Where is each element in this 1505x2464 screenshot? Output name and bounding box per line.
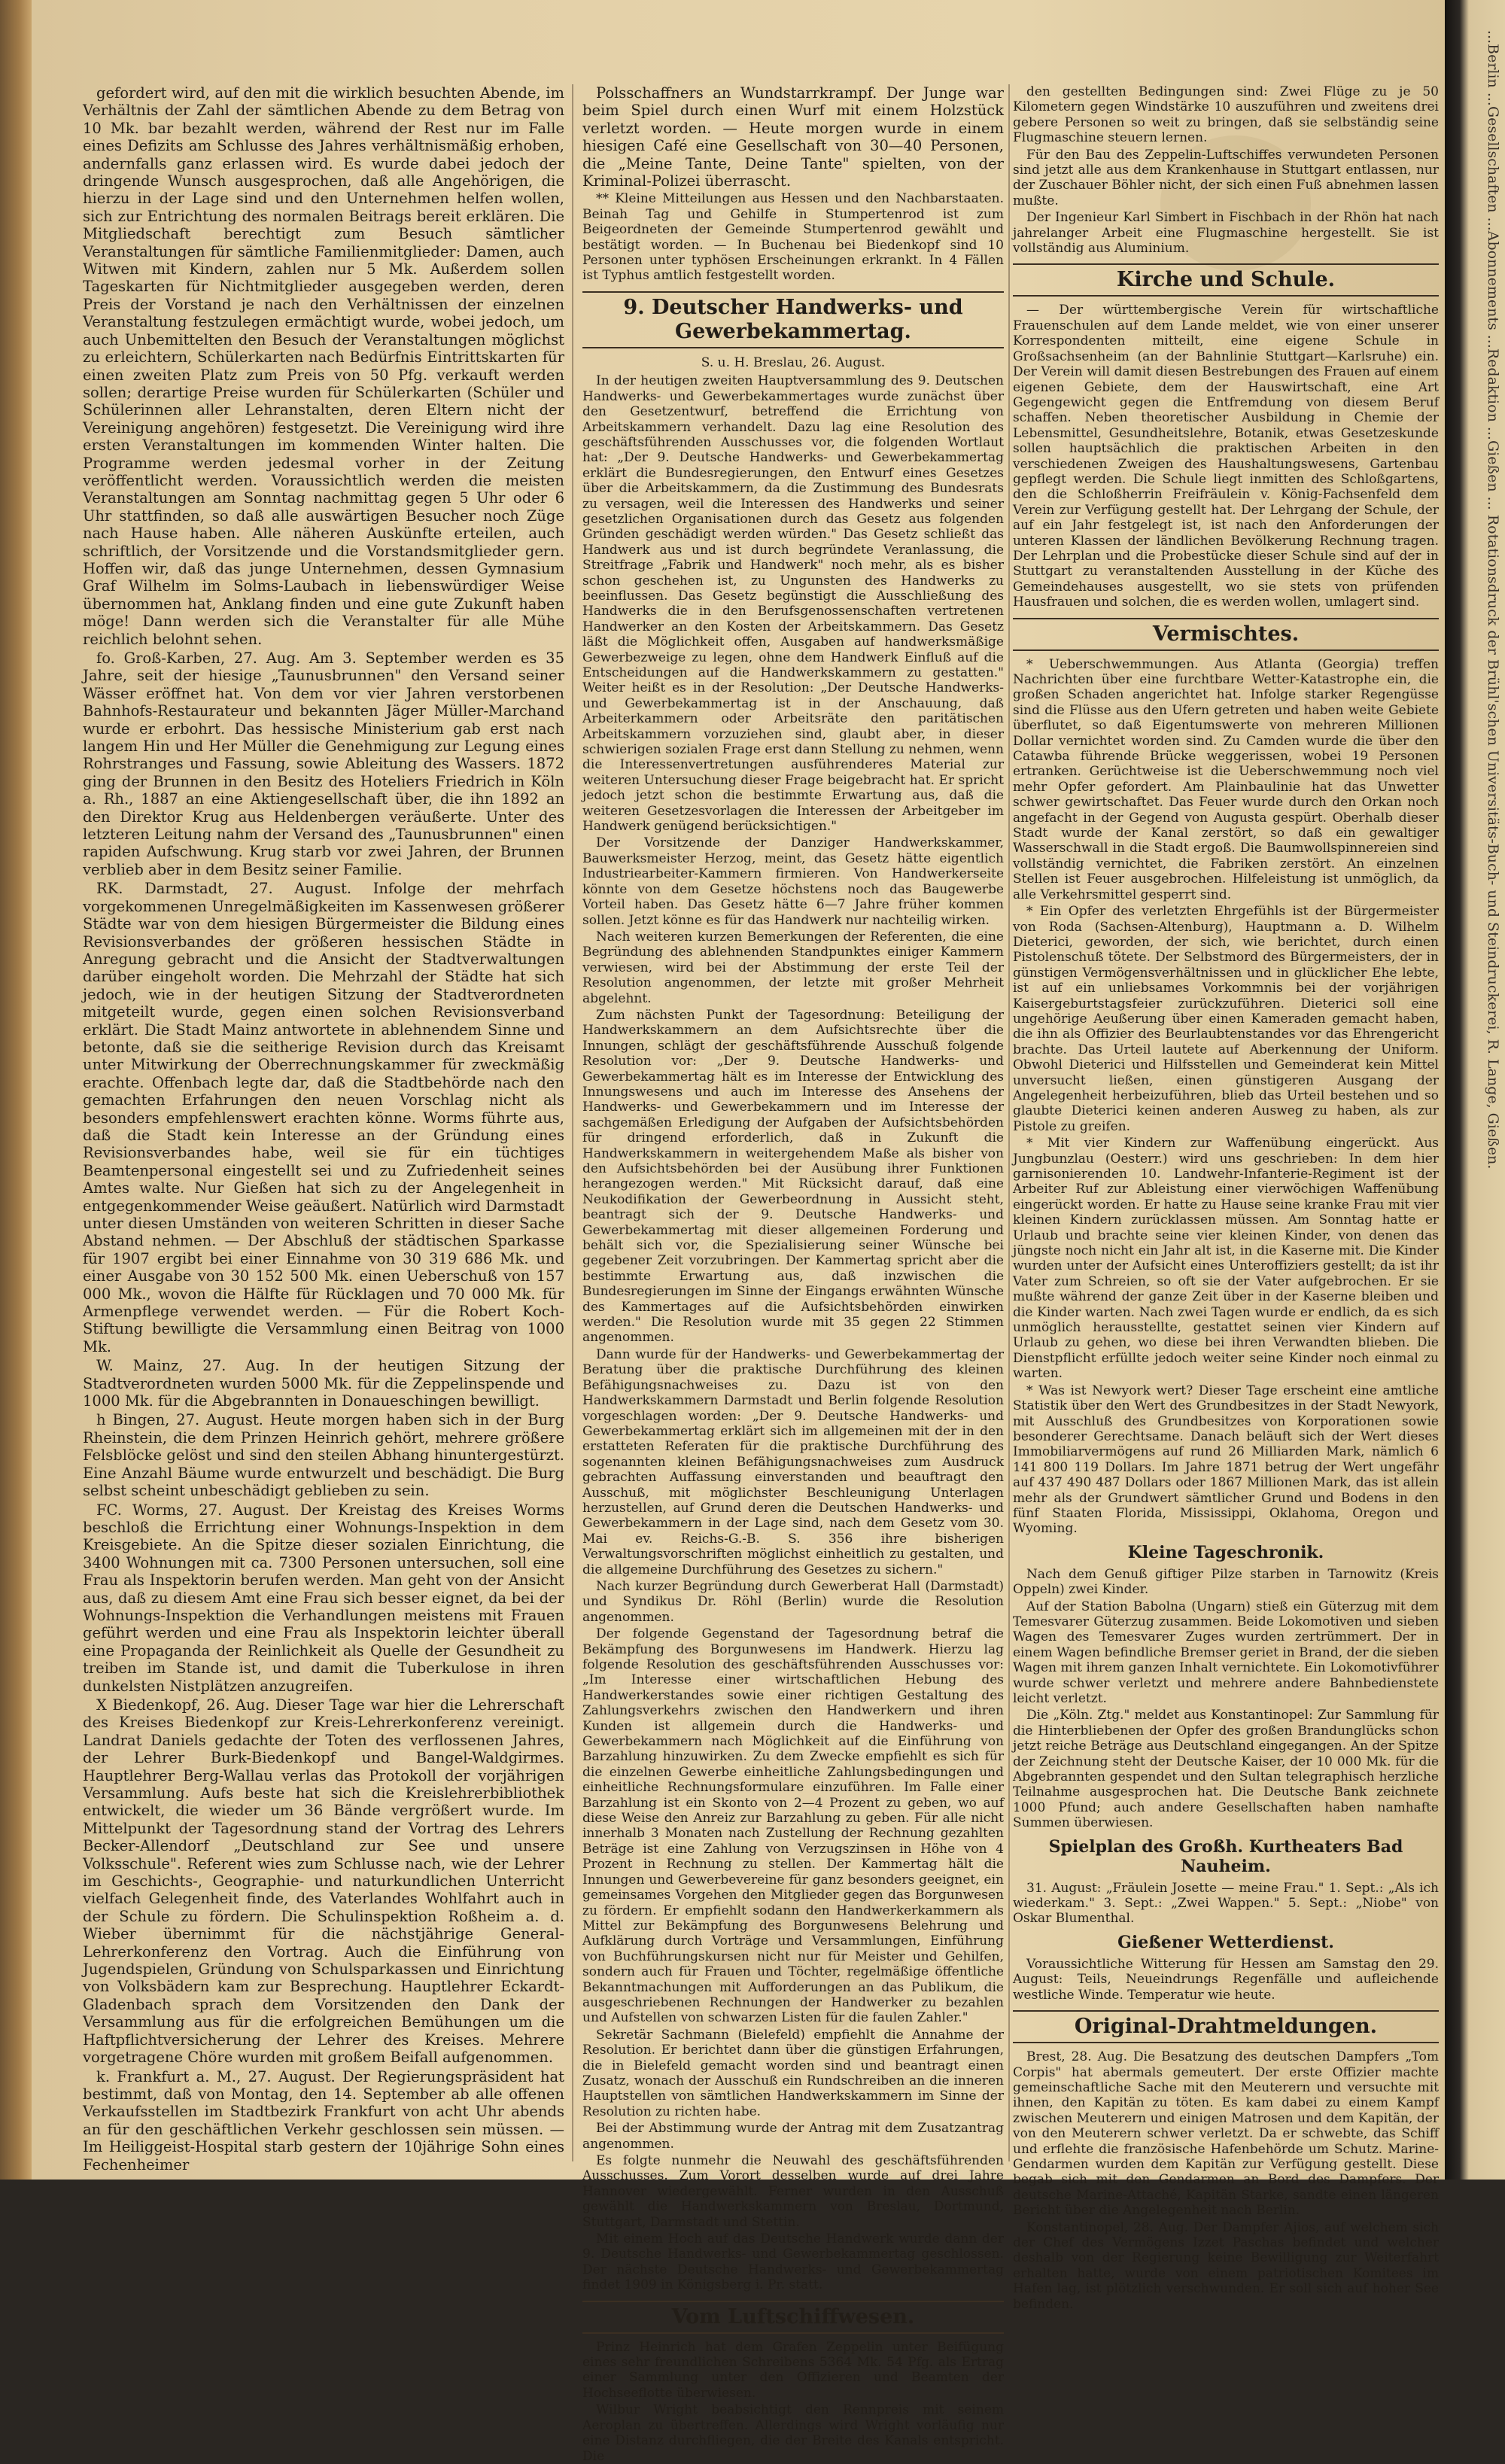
article-paragraph: Nach kurzer Begründung durch Gewerberat Hall (Darmstadt) und Syndikus Dr. Röhl (Berlin) wurde die Resolution angenommen. bbox=[582, 1578, 1004, 1625]
article-paragraph: Nach weiteren kurzen Bemerkungen der Referenten, die eine Begründung des ablehnenden Standpunktes einiger Kammern verwiesen, wird bei der Abstimmung der erste Teil der Resolution angenommen, der letzte mit großer Mehrheit abgelehnt. bbox=[582, 929, 1004, 1006]
article-paragraph: Der folgende Gegenstand der Tagesordnung betraf die Bekämpfung des Borgunwesens im Handwerk. Hierzu lag folgende Resolution des geschäftsführenden Ausschusses vor: „Im Interesse einer wirtschaftlichen Hebung des Handwerkerstandes sowie einer richtigen Gestaltung des Zahlungsverkehrs zwischen den Handwerkern und ihren Kunden ist allgemein durch die Handwerks- und Gewerbekammern nach Möglichkeit auf die Einführung von Barzahlung hinzuwirken. Zu dem Zwecke empfiehlt es sich für die einzelnen Gewerbe einheitliche Zahlungsbedingungen und einheitliche Rechnungsformulare einzuführen. Im Falle einer Barzahlung ist ein Skonto von 2—4 Prozent zu geben, wo auf diese Weise den Anreiz zur Barzahlung zu geben. Für alle nicht innerhalb 3 Monaten nach Zustellung der Rechnung gezahlten Beträge ist eine Zahlung von Verzugszinsen in Höhe von 4 Prozent in Rechnung zu stellen. Der Kammertag hält die Innungen und Gewerbevereine für ganz besonders geeignet, ein gemeinsames Vorgehen den Mitglieder gegen das Borgunwesen zu fördern. Er empfiehlt sodann den Handwerkerkammern als Mittel zur Bekämpfung des Borgunwesens Belehrung und Aufklärung durch Vorträge und Versammlungen, Einführung von Buchführungskursen nicht nur für Meister und Gehilfen, sondern auch für Frauen und Töchter, regelmäßige öffentliche Bekanntmachungen mit Aufforderungen an das Publikum, die ausgeschriebenen Rechnungen der Handwerker zu bezahlen und Aufstellen von schwarzen Listen für die faulen Zahler." bbox=[582, 1626, 1004, 2026]
section-heading-luftschiff: Vom Luftschiffwesen. bbox=[582, 2301, 1004, 2334]
article-paragraph: h Bingen, 27. August. Heute morgen haben sich in der Burg Rheinstein, die dem Prinzen Heinrich gehört, mehrere größere Felsblöcke gelöst und sind den steilen Abhang hinuntergestürzt. Eine Anzahl Bäume wurde entwurzelt und beschädigt. Die Burg selbst scheint unbeschädigt geblieben zu sein. bbox=[83, 1411, 564, 1500]
article-paragraph: * Mit vier Kindern zur Waffenübung eingerückt. Aus Jungbunzlau (Oesterr.) wird uns geschrieben: In dem hier garnisonierenden 10. Landwehr-Infanterie-Regiment ist der Arbeiter Ruf zur Ableistung einer vierwöchigen Waffenübung eingerückt worden. Er hatte zu Hause seine kranke Frau mit vier kleinen Kindern zurücklassen müssen. Am Sonntag hatte er Urlaub und brachte seine vier kleinen Kinder, von denen das jüngste noch nicht ein Jahr alt ist, in die Kaserne mit. Die Kinder wurden unter der Aufsicht eines Unteroffiziers gestellt; da ist ihr Vater zum Schreien, so oft sie der Vater aufgebrochen. Er sie mußte während der ganze Zeit über in der Kaserne bleiben und die Kinder warten. Nach zwei Tagen wurde er endlich, da es sich unmöglich herausstellte, gestattet seinen vier Kindern auf Urlaub zu gehen, wo diese bei ihren Verwandten blieben. Die Dienstpflicht erfüllte jedoch weiter seine Kinder noch einmal zu warten. bbox=[1013, 1136, 1439, 1382]
article-paragraph: Prinz Heinrich hat dem Grafen Zeppelin unter Beifügung eines sehr freundlichen Schreibens 5364 Mk. 54 Pfg. als Ertrag einer Sammlung unter den Offizieren und Beamten der Hochseeflotte überwiesen. bbox=[582, 2339, 1004, 2401]
article-paragraph: Nach dem Genuß giftiger Pilze starben in Tarnowitz (Kreis Oppeln) zwei Kinder. bbox=[1013, 1566, 1439, 1598]
dateline: S. u. H. Breslau, 26. August. bbox=[701, 354, 886, 370]
article-paragraph: — Der württembergische Verein für wirtschaftliche Frauenschulen auf dem Lande meldet, wie von einer unserer Korrespondenten mitteilt, eine eigene Schule in Großsachsenheim (an der Bahnlinie Stuttgart—Karlsruhe) ein. Der Verein will damit diesen Bestrebungen des Frauen auf einem eigenen Gebiete, dem der Hauswirtschaft, eine Art Gegengewicht gegen die Entfremdung von diesem Beruf schaffen. Neben theoretischer Ausbildung in Chemie der Lebensmittel, Gesundheitslehre, Botanik, etwas Gesetzeskunde sollen hauptsächlich die praktischen Arbeiten in den verschiedenen Zweigen des Haushaltungswesens, Gartenbau gepflegt werden. Die Schule liegt inmitten des Schloßgartens, den die Schloßherrin Freifräulein v. König-Fachsenfeld dem Verein zur Verfügung gestellt hat. Der Lehrgang der Schule, der auf ein Jahr festgelegt ist, ist nach den Anforderungen der unteren Klassen der ländlichen Bevölkerung Rechnung tragen. Der Lehrplan und die Probestücke dieser Schule sind auf der in Stuttgart zu veranstaltenden Ausstellung in der Küche des Gemeindehauses ausgestellt, wo sie stets von prüfenden Hausfrauen und solchen, die es werden wollen, umlagert sind. bbox=[1013, 303, 1439, 610]
article-paragraph: Der Vorsitzende der Danziger Handwerkskammer, Bauwerksmeister Herzog, meint, das Gesetz hätte eigentlich Industriearbeiter-Kammern firmieren. Von Handwerkerseite könnte von dem Gesetze höchstens noch das Baugewerbe Vorteil haben. Das Gesetz hätte 6—7 Jahre früher kommen sollen. Jetzt könne es für das Handwerk nur nachteilig wirken. bbox=[582, 835, 1004, 928]
article-paragraph: den gestellten Bedingungen sind: Zwei Flüge zu je 50 Kilometern gegen Windstärke 10 auszuführen und zweitens drei gebere Personen so weit zu bringen, daß sie selbständig seine Flugmaschine steuern lernen. bbox=[1013, 84, 1439, 146]
column-2 bbox=[582, 84, 1004, 2464]
column-1 bbox=[83, 84, 564, 2173]
section-heading-wetter: Gießener Wetterdienst. bbox=[1117, 1932, 1334, 1952]
column-rule bbox=[572, 84, 573, 2161]
article-paragraph: * Ueberschwemmungen. Aus Atlanta (Georgia) treffen Nachrichten über eine furchtbare Wetter-Katastrophe ein, die großen Schaden angerichtet hat. Infolge starker Regengüsse sind die Flüsse aus den Ufern getreten und haben weite Gebiete überflutet, so daß Eigentumswerte von mehreren Millionen Dollar vernichtet worden sind. Zu Camden wurde die über den Catawba führende Brücke weggerissen, wobei 19 Personen ertranken. Gerüchtweise ist die Ueberschwemmung noch viel mehr Opfer gefordert. Am Plainbaulinie hat das Unwetter schwer gewirtschaftet. Das Feuer wurde durch den Orkan noch angefacht in der Gegend von Augusta gespürt. Oberhalb dieser Stadt wurde der Kanal zerstört, so daß ein gewaltiger Wasserschwall in die Stadt ergoß. Die Baumwollspinnereien sind vollständig vernichtet, die Fabriken zerstört. An einzelnen Stellen ist Feuer ausgebrochen. Hilfeleistung ist unmöglich, da alle Verkehrsmittel gesperrt sind. bbox=[1013, 656, 1439, 902]
article-paragraph: Brest, 28. Aug. Die Besatzung des deutschen Dampfers „Tom Corpis" hat abermals gemeutert. Der erste Offizier machte gemeinschaftliche Sache mit den Meuterern und versuchte mit ihnen, den Kapitän zu töten. Es kam dabei zu einem Kampf zwischen Meuterern und einigen Matrosen und dem Kapitän, der von den Meuterern schwer verletzt. Da er schwebte, das Schiff und erflehte die französische Hafenbehörde um Schutz. Marine-Gendarmen wurden dem Kapitän zur Verfügung gestellt. Diese begab sich mit den Gendarmen an Bord des Dampfers. Der deutsche Marine-Attaché, Kapitän Starke, sandte einen längeren Bericht über die Angelegenheit nach Berlin. bbox=[1013, 2049, 1439, 2219]
article-paragraph: Bei der Abstimmung wurde der Antrag mit dem Zusatzantrag angenommen. bbox=[582, 2121, 1004, 2152]
binding-edge-text: ...Berlin ...Gesellschaften ...Abonnements ...Redaktion ...Gießen ... Rotationsdruck der Brühl'schen Universitäts-Buch- und Steindruckerei, R. Lange, Gießen. bbox=[1485, 30, 1501, 1170]
article-paragraph: Dann wurde für der Handwerks- und Gewerbekammertag der Beratung über die praktische Durchführung des kleinen Befähigungsnachweises zu. Dazu ist von den Handwerkskammern Darmstadt und Berlin folgende Resolution vorgeschlagen worden: „Der 9. Deutsche Handwerks- und Gewerbekammertag erklärt sich im allgemeinen mit der in den erstatteten Referaten für die praktische Durchführung des sogenannten kleinen Befähigungsnachweises zum Ausdruck gebrachten Auffassung einverstanden und beauftragt den Ausschuß, mit möglichster Beschleunigung Unterlagen herzustellen, auf Grund deren die Deutschen Handwerks- und Gewerbekammern in der Lage sind, nach dem Gesetz vom 30. Mai ev. Reichs-G.-B. S. 356 ihre bisherigen Verwaltungsvorschriften möglichst einheitlich zu gestalten, und die allgemeine Durchführung des Gesetzes zu sichern." bbox=[582, 1346, 1004, 1577]
theater-schedule: 31. August: „Fräulein Josette — meine Frau." 1. Sept.: „Als ich wiederkam." 3. Sept.: „Zwei Wappen." 5. Sept.: „Niobe" von Oskar Blumenthal. bbox=[1013, 1880, 1439, 1927]
article-paragraph: Konstantinopel, 28. Aug. Der Dampfer Ajios, auf welchem sich der Chef des Vermögens Izzet Paschas befindet und welcher deshalb von der Regierung keine Bewilligung zur Weiterfahrt erhalten hatte, wurde von einem patriotischen Komitees im Hafen lag, ist plötzlich verschwunden. Er soll sich auf hoher See befinden. bbox=[1013, 2219, 1439, 2312]
section-heading-spielplan: Spielplan des Großh. Kurtheaters Bad Nauheim. bbox=[1048, 1836, 1403, 1876]
article-paragraph: In der heutigen zweiten Hauptversammlung des 9. Deutschen Handwerks- und Gewerbekammertages wurde zunächst über den Gesetzentwurf, betreffend die Errichtung von Arbeitskammern verhandelt. Dazu lag eine Resolution des geschäftsführenden Ausschusses vor, die folgenden Wortlaut hat: „Der 9. Deutsche Handwerks- und Gewerbekammertag erklärt die Bundesregierungen, den Entwurf eines Gesetzes über die Arbeitskammern, da die Zustimmung des Bundesrats zu versagen, weil die Interessen des Handwerks und seiner gesetzlichen Organisationen durch das Gesetz aus folgenden Gründen geschädigt werden würden." Das Gesetz schließt das Handwerk aus und ist durch begründete Veranlassung, die Streitfrage „Fabrik und Handwerk" noch mehr, als es bisher schon geschehen ist, zu Ungunsten des Handwerks zu beeinflussen. Das Gesetz begünstigt die Ausschließung des Handwerks die in den Berufsgenossenschaften vertretenen Handwerker an den Kosten der Arbeitskammern. Das Gesetz läßt die Möglichkeit offen, Ausgaben auf handwerksmäßige Gewerbezweige zu legen, ohne dem Handwerk Einfluß auf die Entscheidungen auf die Handwerkskammern zu gestatten." Weiter heißt es in der Resolution: „Der Deutsche Handwerks- und Gewerbekammertag ist in der Anschauung, daß Arbeiterkammern oder Arbeitsräte den paritätischen Arbeitskammern vorzuziehen sind, glaubt aber, in dieser schwierigen sozialen Frage erst dann Stellung zu nehmen, wenn die Interessenvertretungen ausführenderes Material zur weiteren Untersuchung dieser Frage beigebracht hat. Er spricht jedoch jetzt schon die bestimmte Erwartung aus, daß die weiteren Gesetzesvorlagen die Interessen der Arbeitgeber im Handwerk genügend berücksichtigen." bbox=[582, 373, 1004, 835]
article-paragraph: Auf der Station Babolna (Ungarn) stieß ein Güterzug mit dem Temesvarer Güterzug zusammen. Beide Lokomotiven und sieben Wagen des Temesvarer Zuges wurden zertrümmert. Der in einem Wagen befindliche Bremser geriet in Brand, der die sieben Wagen mit ihrem ganzen Inhalt vernichtete. Ein Lokomotivführer wurde schwer verletzt und mehrere andere Bahnbedienstete leicht verletzt. bbox=[1013, 1599, 1439, 1706]
column-rule bbox=[1008, 84, 1010, 2161]
article-paragraph: Es folgte nunmehr die Neuwahl des geschäftsführenden Ausschusses. Zum Vorort desselben wurde auf drei Jahre Hannover wiedergewählt. Ferner wurden in den Ausschuß gewählt die Handwerkskammern von Breslau, Dortmund, Stuttgart, Darmstadt und Stettin. bbox=[582, 2153, 1004, 2230]
article-paragraph: Die „Köln. Ztg." meldet aus Konstantinopel: Zur Sammlung für die Hinterbliebenen der Opfer des großen Brandunglücks schon jetzt reiche Beträge aus Deutschland eingegangen. An der Spitze der Zeichnung steht der Deutsche Kaiser, der 10 000 Mk. für die Abgebrannten gespendet und den Sultan telegraphisch herzliche Teilnahme ausgesprochen hat. Die Deutsche Bank zeichnete 1000 Pfund; auch andere Gesellschaften haben namhafte Summen überwiesen. bbox=[1013, 1708, 1439, 1831]
section-heading-drahtmeldungen: Original-Drahtmeldungen. bbox=[1013, 2010, 1439, 2043]
article-paragraph: X Biedenkopf, 26. Aug. Dieser Tage war hier die Lehrerschaft des Kreises Biedenkopf zur Kreis-Lehrerkonferenz vereinigt. Landrat Daniels gedachte der Toten des verflossenen Jahres, der Lehrer Burk-Biedenkopf und Bangel-Waldgirmes. Hauptlehrer Berg-Wallau verlas das Protokoll der vorjährigen Versammlung. Aufs beste hat sich die Kreislehrerbibliothek entwickelt, die wieder um 36 Bände vergrößert wurde. Im Mittelpunkt der Tagesordnung stand der Vortrag des Lehrers Becker-Allendorf „Deutschland zur See und unsere Volksschule". Referent wies zum Schlusse nach, wie der Lehrer im Geschichts-, Geographie- und naturkundlichen Unterricht vielfach Gelegenheit finde, des Vaterlandes Wohlfahrt auch in der Schule zu fördern. Die Schulinspektion Roßheim a. d. Wieber übernimmt für die nächstjährige General-Lehrerkonferenz den Vortrag. Auch die Einführung von Jugendspielen, Gründung von Schulsparkassen und Einrichtung von Volksbädern kam zur Besprechung. Hauptlehrer Eckardt-Gladenbach sprach dem Vorsitzenden den Dank der Versammlung aus für die erfolgreichen Bemühungen um die Haftpflichtversicherung der Lehrer des Kreises. Mehrere vorgetragene Chöre wurden mit großem Beifall aufgenommen. bbox=[83, 1696, 564, 2067]
weather-report: Voraussichtliche Witterung für Hessen am Samstag den 29. August: Teils, Neueindrungs Regenfälle und aufleichende westliche Winde. Temperatur wie heute. bbox=[1013, 1956, 1439, 2003]
article-paragraph: * Ein Opfer des verletzten Ehrgefühls ist der Bürgermeister von Roda (Sachsen-Altenburg), Hauptmann a. D. Wilhelm Dieterici, geworden, der sich, wie berichtet, durch einen Pistolenschuß tötete. Der Selbstmord des Bürgermeisters, der in günstigen Vermögensverhältnissen und in glücklicher Ehe lebte, ist auf ein unliebsames Vorkommnis bei der vorjährigen Kaisergeburtstagsfeier zurückzuführen. Dieterici soll eine ungehörige Aeußerung über einen Kameraden gemacht haben, die ihn als Offizier des Beurlaubtenstandes vor das Ehrengericht brachte. Das Urteil lautete auf Aberkennung der Uniform. Obwohl Dieterici und Hilfsstellen und Gemeinderat kein Mittel unversucht ließen, einen günstigeren Ausgang der Angelegenheit herbeizuführen, blieb das Urteil bestehen und so glaubte Dieterici keinen anderen Ausweg zu haben, als zur Pistole zu greifen. bbox=[1013, 904, 1439, 1134]
article-paragraph: k. Frankfurt a. M., 27. August. Der Regierungspräsident hat bestimmt, daß von Montag, den 14. September ab alle offenen Verkaufsstellen im Stadtbezirk Frankfurt von acht Uhr abends an für den geschäftlichen Verkehr geschlossen sein müssen. — Im Heiliggeist-Hospital starb gestern der 10jährige Sohn eines Fechenheimer bbox=[83, 2067, 564, 2173]
article-paragraph: FC. Worms, 27. August. Der Kreistag des Kreises Worms beschloß die Errichtung einer Wohnungs-Inspektion in dem Kreisgebiete. An die Spitze dieser sozialen Einrichtung, die 3400 Wohnungen mit ca. 7300 Personen untersuchen, soll eine Frau als Inspektorin berufen werden. Man geht von der Ansicht aus, daß zu diesem Amt eine Frau sich besser eignet, da bei der Wohnungs-Inspektion die Verhandlungen meistens mit Frauen geführt werden und eine Frau als Inspektorin leichter überall eine Propaganda der Reinlichkeit als Quelle der Gesundheit zu treiben im Stande ist, und damit die Tuberkulose in ihren dunkelsten Nistplätzen anzugreifen. bbox=[83, 1501, 564, 1695]
article-paragraph: RK. Darmstadt, 27. August. Infolge der mehrfach vorgekommenen Unregelmäßigkeiten im Kassenwesen größerer Städte war von dem hiesigen Bürgermeister die Bildung eines Revisionsverbandes der größeren hessischen Städte in Anregung gebracht und die Ansicht der Stadtverwaltungen darüber eingeholt worden. Die Mehrzahl der Städte hat sich jedoch, wie in der heutigen Sitzung der Stadtverordneten mitgeteilt wurde, gegen einen solchen Revisionsverband erklärt. Die Stadt Mainz antwortete in ablehnendem Sinne und betonte, daß sie die seitherige Revision durch das Kreisamt unter Mitwirkung der Oberrechnungskammer für zweckmäßig erachte. Offenbach legte dar, daß die Stadtbehörde nach den gemachten Erfahrungen den neuen Vorschlag nicht als besonders empfehlenswert erachten könne. Worms führte aus, daß die Stadt kein Interesse an der Gründung eines Revisionsverbandes habe, weil sie für ein tüchtiges Beamtenpersonal eingestellt sei und zu Zufriedenheit seines Amtes walte. Nur Gießen hat sich zu der Angelegenheit in entgegenkommender Weise geäußert. Natürlich wird Darmstadt unter diesen Umständen von weiteren Schritten in dieser Sache Abstand nehmen. — Der Abschluß der städtischen Sparkasse für 1907 ergibt bei einer Einnahme von 30 319 686 Mk. und einer Ausgabe von 30 152 500 Mk. einen Ueberschuß von 157 000 Mk., wovon die Hälfte für Rücklagen und 70 000 Mk. für Armenpflege verwendet werden. — Für die Robert Koch-Stiftung bewilligte die Versammlung einen Beitrag von 1000 Mk. bbox=[83, 880, 564, 1355]
page-left-edge bbox=[0, 0, 32, 2180]
article-paragraph: Für den Bau des Zeppelin-Luftschiffes verwundeten Personen sind jetzt alle aus dem Krankenhause in Stuttgart entlassen, nur der Zuschauer Böhler nicht, der sich einen Fuß abnehmen lassen mußte. bbox=[1013, 147, 1439, 208]
article-paragraph: * Was ist Newyork wert? Dieser Tage erscheint eine amtliche Statistik über den Wert des Grundbesitzes in der Stadt Newyork, mit Ausschluß des Grundbesitzes von Korporationen sowie besonderer Gerechtsame. Danach beläuft sich der Wert dieses Immobiliarvermögens auf rund 26 Milliarden Mark, nämlich 6 141 800 119 Dollars. Im Jahre 1871 betrug der Wert ungefähr auf 437 490 487 Dollars oder 1867 Millionen Mark, das ist allein mehr als der Grundwert sämtlicher Grund und Bodens in den fünf Staaten Florida, Mississippi, Oklahoma, Oregon und Wyoming. bbox=[1013, 1383, 1439, 1537]
article-paragraph: Der Ingenieur Karl Simbert in Fischbach in der Rhön hat nach jahrelanger Arbeit eine Flugmaschine hergestellt. Sie ist vollständig aus Aluminium. bbox=[1013, 210, 1439, 257]
article-paragraph: W. Mainz, 27. Aug. In der heutigen Sitzung der Stadtverordneten wurden 5000 Mk. für die Zeppelinspende und 1000 Mk. für die Abgebrannten in Donaueschingen bewilligt. bbox=[83, 1357, 564, 1410]
section-heading-handwerk: 9. Deutscher Handwerks- und Gewerbekammertag. bbox=[582, 291, 1004, 348]
article-paragraph: Polsschaffners an Wundstarrkrampf. Der Junge war beim Spiel durch einen Wurf mit einem Holzstück verletzt worden. — Heute morgen wurde in einem hiesigen Café eine Gesellschaft von 30—40 Personen, die „Meine Tante, Deine Tante" spielten, von der Kriminal-Polizei überrascht. bbox=[582, 84, 1004, 190]
column-3 bbox=[1013, 84, 1439, 2312]
article-paragraph: Mit einem Hoch auf das Deutsche Handwerk wurde dann der 9. Deutsche Handwerks- und Gewerbekammertag geschlossen. Der nächste Deutsche Handwerks- und Gewerbekammertag findet 1909 in Königsberg i. Pr. statt. bbox=[582, 2231, 1004, 2293]
article-paragraph: Sekretär Sachmann (Bielefeld) empfiehlt die Annahme der Resolution. Er berichtet dann über die günstigen Erfahrungen, die in Bielefeld gemacht worden sind und beantragt einen Zusatz, wonach der Ausschuß ein Rundschreiben an die inneren Hauptstellen von sämtlichen Handwerkskammern im Sinne der Resolution zu richten habe. bbox=[582, 2027, 1004, 2119]
section-heading-kirche: Kirche und Schule. bbox=[1013, 263, 1439, 297]
article-paragraph: ** Kleine Mitteilungen aus Hessen und den Nachbarstaaten. Beinah Tag und Gehilfe in Stumpertenrod ist zum Beigeordneten der Gemeinde Stumpertenrod gewählt und bestätigt worden. — In Buchenau bei Biedenkopf sind 10 Personen unter typhösen Erscheinungen erkrankt. In 4 Fällen ist Typhus amtlich festgestellt worden. bbox=[582, 191, 1004, 284]
article-paragraph: Wilbur Wright beabsichtigt den Rennpreis mit seinem Aeroplan zu übertreffen. Allerdings wird Wright vorläufig nur eine Distanz durchfliegen, die der Breite des Kanals entspricht. Die bbox=[582, 2402, 1004, 2464]
article-paragraph: gefordert wird, auf den mit die wirklich besuchten Abende, im Verhältnis der Zahl der sämtlichen Abende zu dem Betrag von 10 Mk. bar bezahlt werden, während der Rest nur im Falle eines Defizits am Schlusse des Jahres verhältnismäßig erhoben, andernfalls ganz erlassen wird. Es wurde dabei jedoch der dringende Wunsch ausgesprochen, daß alle Angehörigen, die hierzu in der Lage sind und den Unternehmen helfen wollen, sich zur Entrichtung des normalen Beitrags bereit erklären. Die Mitgliedschaft berechtigt zum Besuch sämtlicher Veranstaltungen für sämtliche Familienmitglieder: Damen, auch Witwen mit Kindern, zahlen nur 5 Mk. Außerdem sollen Tageskarten für Nichtmitglieder ausgegeben werden, deren Preis der Vorstand je nach den Verhältnissen der einzelnen Veranstaltung festzulegen ermächtigt wurde, wobei jedoch, um auch Unbemittelten den Besuch der Veranstaltungen möglichst zu erleichtern, Schülerkarten nach Bedürfnis Eintrittskarten für einen zweiten Platz zum Preis von 50 Pfg. verkauft werden sollen; derartige Preise wurden für Schülerkarten (Schüler und Schülerinnen aller Lehranstalten, deren Eltern nicht der Vereinigung angehören) festgesetzt. Die Vereinigung wird ihre ersten Veranstaltungen im kommenden Winter halten. Die Programme werden jedesmal vorher in der Zeitung veröffentlicht werden. Voraussichtlich werden die meisten Veranstaltungen am Sonntag nachmittag gegen 5 Uhr oder 6 Uhr stattfinden, so daß alle auswärtigen Besucher noch Züge nach Hause haben. Alle näheren Auskünfte erteilen, auch schriftlich, der Vorsitzende und die Vorstandsmitglieder gern. Hoffen wir, daß das junge Unternehmen, dessen Gymnasium Graf Wilhelm im Solms-Laubach in liebenswürdiger Weise übernommen hat, Anklang finden und eine gute Zukunft haben möge! Dann werden sich die Veranstalter für alle Mühe reichlich belohnt sehen. bbox=[83, 84, 564, 648]
section-heading-tageschronik: Kleine Tageschronik. bbox=[1127, 1542, 1324, 1562]
article-paragraph: fo. Groß-Karben, 27. Aug. Am 3. September werden es 35 Jahre, seit der hiesige „Taunusbrunnen" den Versand seiner Wässer eröffnet hat. Von dem vor vier Jahren verstorbenen Bahnhofs-Restaurateur und bekannten Jäger Müller-Marchand wurde er erbohrt. Das hessische Ministerium gab erst nach langem Hin und Her Müller die Genehmigung zur Legung eines Rohrstranges und Fassung, sowie Ableitung des Wassers. 1872 ging der Brunnen in den Besitz des Hoteliers Friedrich in Köln a. Rh., 1887 an eine Aktiengesellschaft über, die ihn 1892 an den Direktor Krug aus Heldenbergen veräußerte. Unter des letzteren Leitung nahm der Versand des „Taunusbrunnen" einen rapiden Aufschwung. Krug starb vor zwei Jahren, der Brunnen verblieb aber in dem Besitz seiner Familie. bbox=[83, 649, 564, 878]
article-paragraph: Zum nächsten Punkt der Tagesordnung: Beteiligung der Handwerkskammern an dem Aufsichtsrechte über die Innungen, schlägt der geschäftsführende Ausschuß folgende Resolution vor: „Der 9. Deutsche Handwerks- und Gewerbekammertag hält es im Interesse der Entwicklung des Innungswesens und auch im Interesse des Ansehens der Handwerks- und Gewerbekammern und im Interesse der sachgemäßen Erledigung der Aufgaben der Aufsichtsbehörden für dringend erforderlich, daß in Zukunft die Handwerkskammern in weitergehendem Maße als bisher von den Aufsichtsbehörden bei der Ausübung ihrer Funktionen herangezogen werden." Mit Rücksicht darauf, daß eine Neukodifikation der Gewerbeordnung in Aussicht steht, beantragt sich der 9. Deutsche Handwerks- und Gewerbekammertag mit dieser allgemeinen Forderung und behält sich vor, die Spezialisierung seiner Wünsche bei gegebener Zeit vorzubringen. Der Kammertag spricht aber die bestimmte Erwartung aus, daß inzwischen die Bundesregierungen im Sinne der Eingangs erwähnten Wünsche des Kammertages auf die Aufsichtsbehörden einwirken werden." Die Resolution wurde mit 35 gegen 22 Stimmen angenommen. bbox=[582, 1007, 1004, 1346]
section-heading-vermischtes: Vermischtes. bbox=[1013, 618, 1439, 651]
